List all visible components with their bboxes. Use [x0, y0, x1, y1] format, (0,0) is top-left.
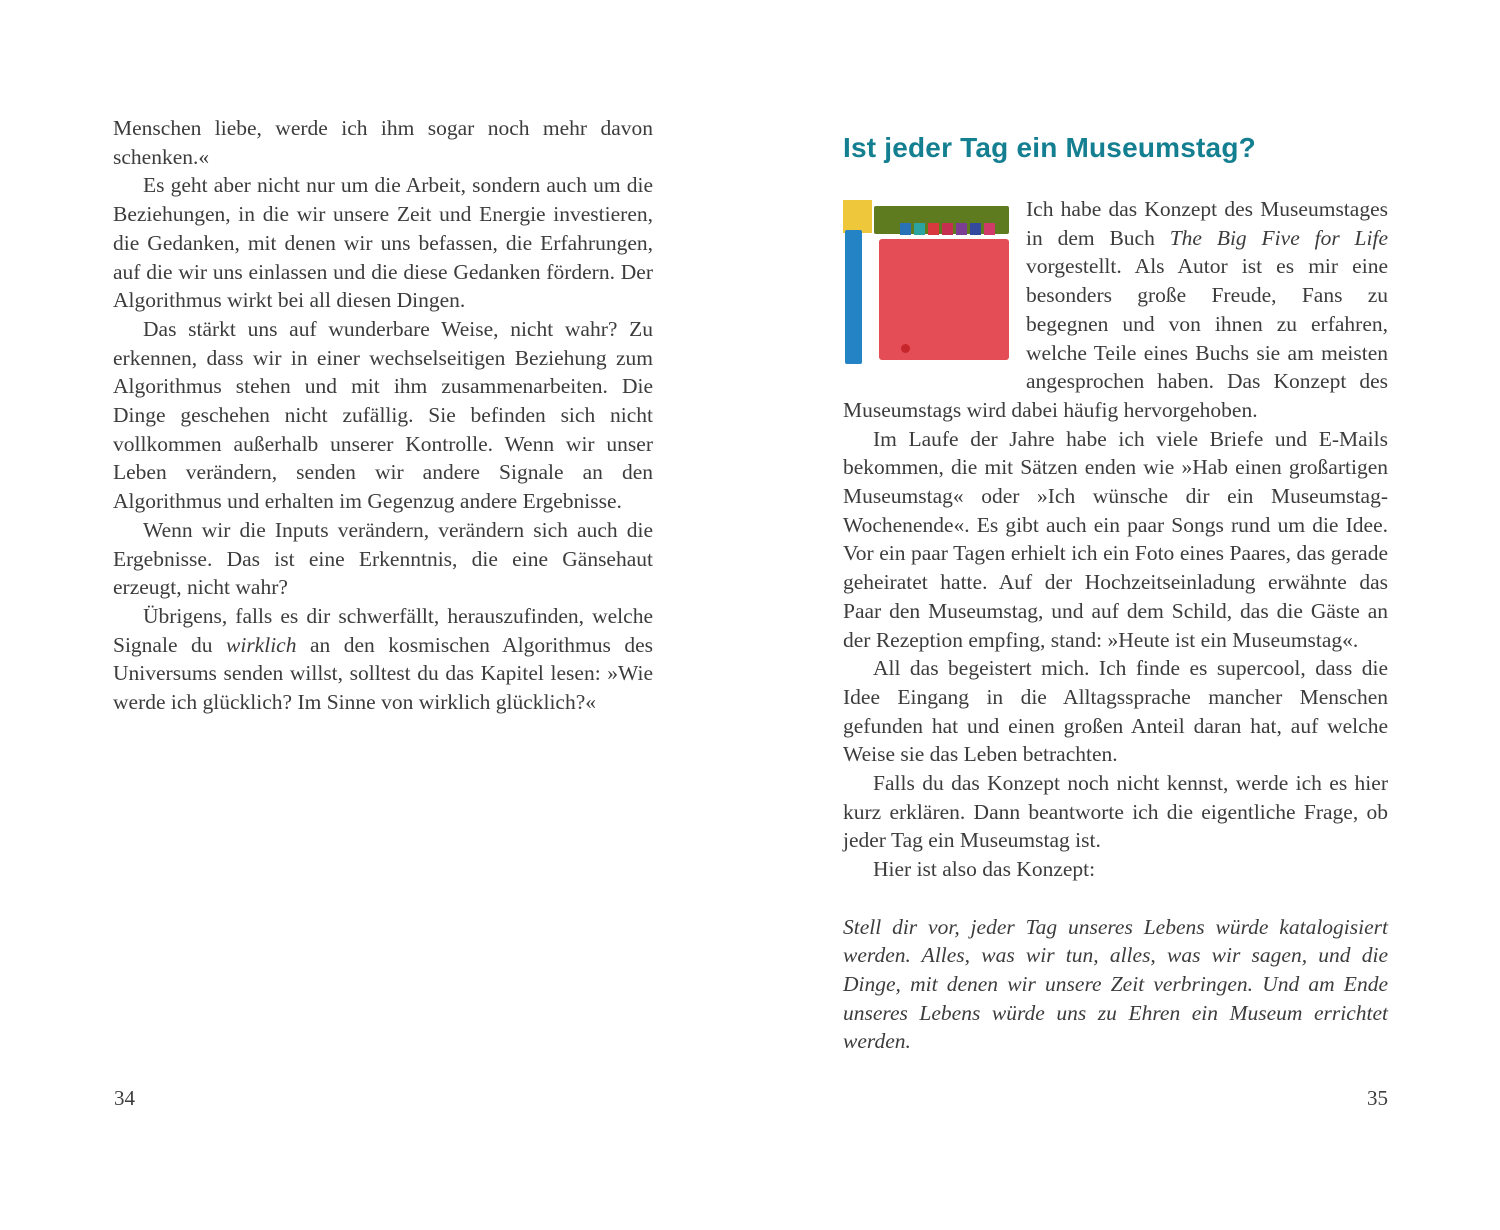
small-square	[984, 223, 995, 235]
left-page	[113, 114, 653, 717]
paragraph-text: Ich habe das Konzept des Museumstages in dem Buch	[1026, 197, 1388, 250]
paragraph: Wenn wir die Inputs verändern, verändern sich auch die Ergebnisse. Das ist eine Erkenntnis, die eine Gänsehaut erzeugt, nicht wahr?	[113, 517, 653, 600]
paragraph-text: an den kosmischen Algorithmus des Universums senden willst, solltest du das Kapitel lesen: »Wie werde ich glücklich? Im Sinne von wirklich glücklich?«	[113, 632, 653, 715]
small-square	[970, 223, 981, 235]
paragraph: Falls du das Konzept noch nicht kennst, werde ich es hier kurz erklären. Dann beantworte ich die eigentliche Frage, ob jeder Tag ein Museumstag ist.	[843, 771, 1388, 853]
paragraph: Im Laufe der Jahre habe ich viele Briefe und E-Mails bekommen, die mit Sätzen enden wie »Hab einen großartigen Museumstag« oder »Ich wünsche dir ein Museumstag-Wochenende«. Es gibt auch ein paar Songs rund um die Idee. Vor ein paar Tagen erhielt ich ein Foto eines Paares, das gerade geheiratet hatte. Auf der Hochzeitseinladung erwähnte das Paar den Museumstag, und auf dem Schild, das die Gäste an der Rezeption empfing, stand: »Heute ist ein Museumstag«.	[843, 426, 1388, 652]
page-number-right: 35	[1367, 1086, 1388, 1110]
chapter-heading: Ist jeder Tag ein Museumstag?	[843, 132, 1256, 163]
small-square	[928, 223, 939, 235]
small-squares-row	[900, 223, 995, 235]
illustration-red-dot	[901, 344, 910, 353]
museum-day-illustration	[843, 200, 1009, 366]
paragraph: Hier ist also das Konzept:	[873, 857, 1096, 882]
paragraph: Das stärkt uns auf wunderbare Weise, nicht wahr? Zu erkennen, dass wir in einer wechselseitigen Beziehung zum Algorithmus stehen und mit ihm zusammenarbeiten. Die Dinge geschehen nicht zufällig. Sie befinden sich nicht vollkommen außerhalb unserer Kontrolle. Wenn wir unser Leben verändern, senden wir andere Signale an den Algorithmus und erhalten im Gegenzug andere Ergebnisse.	[113, 316, 653, 514]
paragraph: Es geht aber nicht nur um die Arbeit, sondern auch um die Beziehungen, in die wir unsere Zeit und Energie investieren, die Gedanken, mit denen wir uns befassen, die Erfahrungen, auf die wir uns einlassen und die diese Gedanken fördern. Der Algorithmus wirkt bei all diesen Dingen.	[113, 173, 653, 313]
right-page	[843, 131, 1388, 1056]
paragraph	[113, 602, 653, 717]
paragraph-text: vorgestellt. Als Autor ist es mir eine besonders große Freude, Fans zu begegnen und von ihnen zu erfahren, welche Teile eines Buchs sie am meisten angesprochen haben. Das Konzept des Museumstags wird dabei häufig hervorgehoben.	[843, 254, 1388, 422]
paragraph: All das begeistert mich. Ich finde es supercool, dass die Idee Eingang in die Alltagssprache mancher Menschen gefunden hat und einen großen Anteil daran hat, auf welche Weise sie das Leben betrachten.	[843, 656, 1388, 767]
small-square	[900, 223, 911, 235]
illustration-yellow-square	[843, 200, 872, 233]
paragraph	[843, 195, 1388, 425]
emphasis-text: wirklich	[226, 632, 297, 657]
paragraph-text: Übrigens, falls es dir schwerfällt, herauszufinden, welche Signale du	[113, 603, 653, 657]
illustration-blue-stripe	[845, 230, 862, 364]
illustration-red-square	[879, 239, 1009, 360]
concept-quote-paragraph: Stell dir vor, jeder Tag unseres Lebens würde katalogisiert werden. Alles, was wir tun, alles, was wir sagen, und die Dinge, mit denen wir unsere Zeit verbringen. Und am Ende unseres Lebens würde uns zu Ehren ein Museum errichtet werden.	[843, 914, 1388, 1054]
small-square	[942, 223, 953, 235]
small-square	[914, 223, 925, 235]
book-title-italic: The Big Five for Life	[1169, 225, 1389, 250]
page-number-left: 34	[114, 1086, 135, 1110]
small-square	[956, 223, 967, 235]
paragraph: Menschen liebe, werde ich ihm sogar noch mehr davon schenken.«	[113, 116, 653, 169]
